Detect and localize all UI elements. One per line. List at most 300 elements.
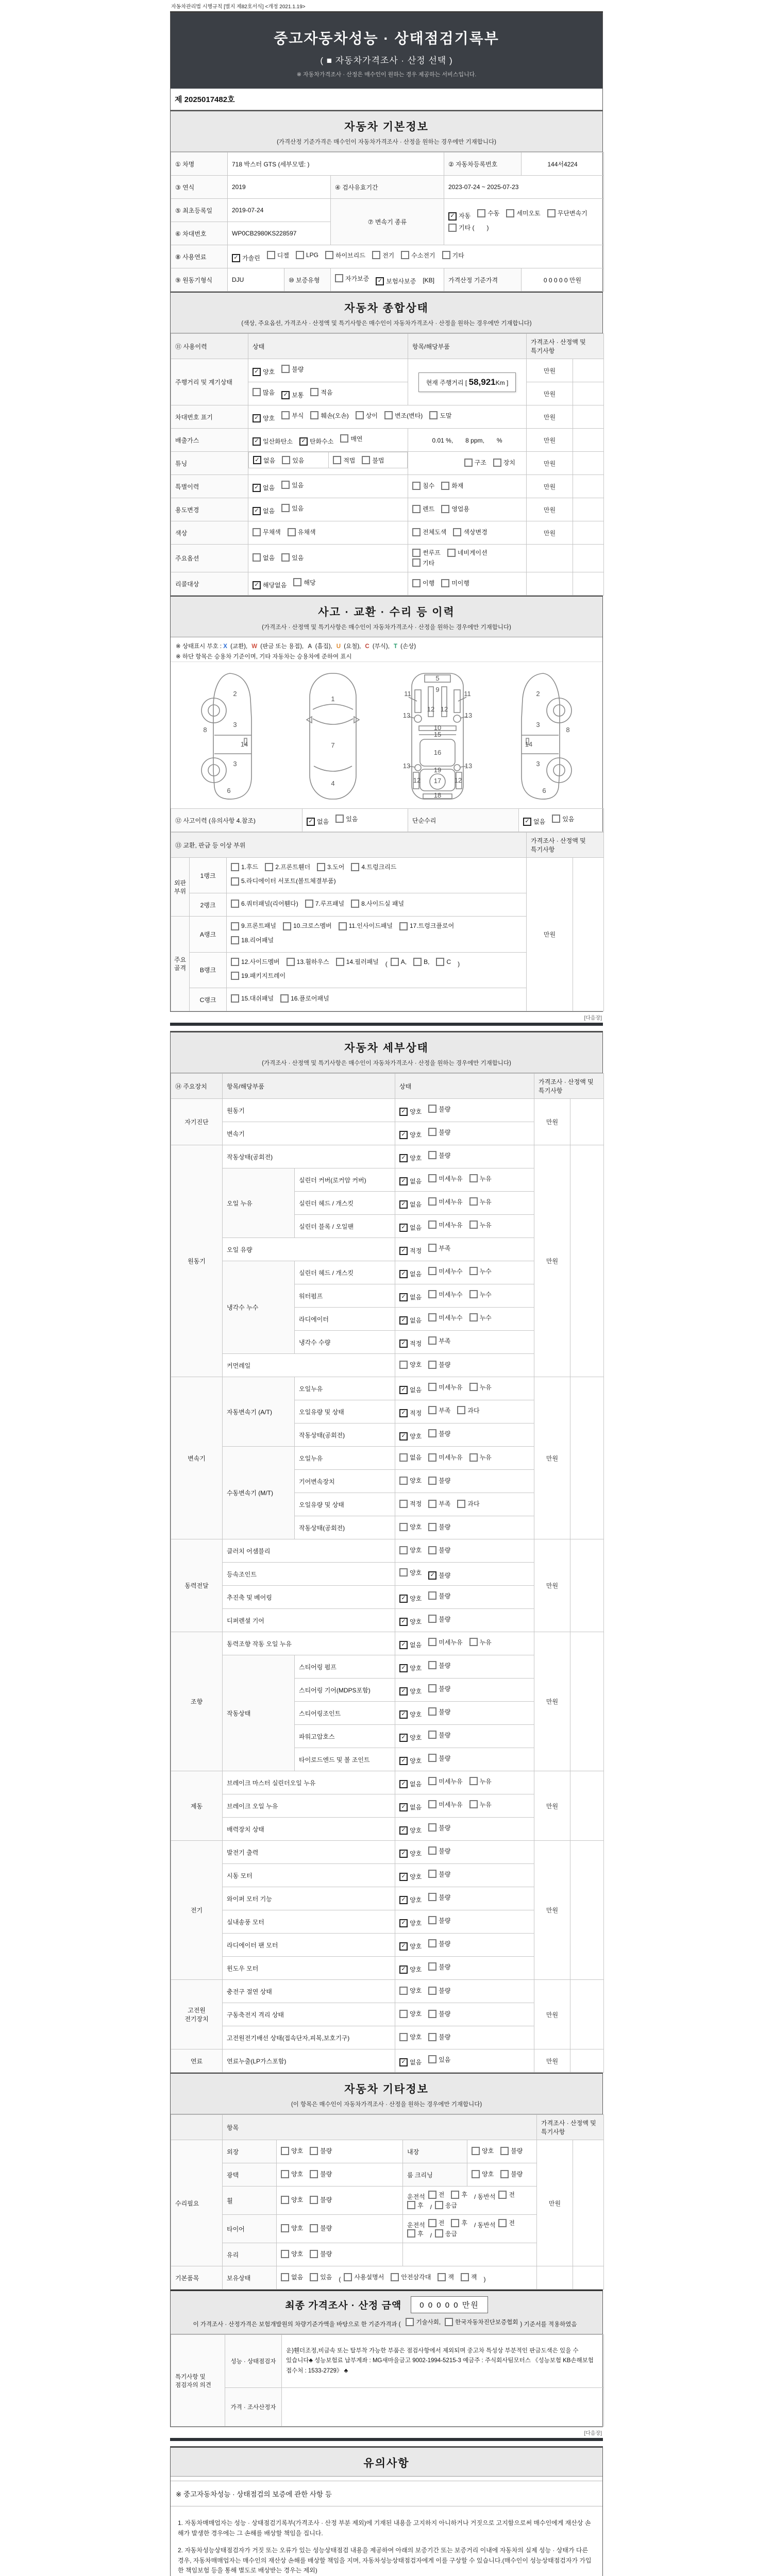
checkbox-icon[interactable] (428, 2191, 436, 2199)
checkbox-icon[interactable] (493, 459, 501, 467)
checkbox-icon[interactable] (344, 2273, 352, 2281)
checkbox-option[interactable] (356, 411, 378, 420)
checkbox-icon[interactable] (310, 2196, 318, 2204)
checkbox-icon[interactable] (547, 209, 556, 217)
checkbox-option[interactable] (399, 1919, 422, 1927)
checkbox-option[interactable] (281, 365, 304, 374)
checkbox-icon[interactable] (428, 2219, 436, 2227)
checkbox-icon[interactable] (231, 900, 239, 908)
checkbox-option[interactable] (399, 1269, 422, 1278)
checkbox-icon[interactable]: ✓ (399, 1780, 408, 1788)
checkbox-icon[interactable] (428, 1591, 436, 1600)
checkbox-icon[interactable] (399, 2010, 408, 2018)
checkbox-option[interactable] (296, 251, 318, 259)
checkbox-option[interactable] (399, 920, 454, 932)
checkbox-icon[interactable] (428, 1174, 436, 1182)
checkbox-icon[interactable] (428, 1128, 436, 1136)
checkbox-icon[interactable] (231, 972, 239, 980)
checkbox-icon[interactable]: ✓ (253, 507, 261, 515)
checkbox-icon[interactable] (552, 815, 560, 823)
checkbox-option[interactable] (498, 2190, 515, 2199)
checkbox-option[interactable] (399, 1499, 422, 1508)
checkbox-icon[interactable] (428, 1754, 436, 1762)
checkbox-option[interactable] (469, 1777, 492, 1786)
checkbox-icon[interactable]: ✓ (307, 818, 315, 826)
checkbox-icon[interactable]: ✓ (399, 1316, 408, 1325)
checkbox-option[interactable] (372, 251, 394, 260)
checkbox-option[interactable] (335, 274, 369, 283)
checkbox-icon[interactable]: ✓ (399, 1224, 408, 1232)
checkbox-option[interactable] (399, 1986, 422, 1995)
checkbox-option[interactable] (547, 208, 587, 219)
checkbox-option[interactable] (412, 528, 446, 536)
checkbox-icon[interactable] (231, 994, 239, 1003)
checkbox-icon[interactable] (428, 1523, 436, 1531)
checkbox-option[interactable] (253, 367, 275, 376)
checkbox-option[interactable] (428, 1916, 450, 1925)
checkbox-option[interactable] (231, 861, 258, 873)
checkbox-icon[interactable] (469, 1800, 478, 1808)
checkbox-option[interactable] (428, 1661, 450, 1670)
checkbox-option[interactable] (317, 861, 344, 873)
checkbox-option[interactable] (469, 1290, 492, 1299)
checkbox-option[interactable] (307, 817, 329, 826)
checkbox-icon[interactable] (428, 1800, 436, 1808)
checkbox-icon[interactable]: ✓ (399, 1896, 408, 1904)
checkbox-icon[interactable] (451, 2191, 459, 2199)
checkbox-option[interactable] (448, 222, 489, 234)
checkbox-icon[interactable] (428, 1244, 436, 1252)
checkbox-option[interactable] (428, 2032, 450, 2041)
checkbox-option[interactable] (281, 481, 304, 489)
checkbox-icon[interactable] (265, 863, 273, 871)
checkbox-option[interactable] (399, 1360, 422, 1369)
checkbox-option[interactable] (280, 993, 329, 1005)
checkbox-option[interactable] (399, 1177, 422, 1185)
checkbox-icon[interactable] (412, 558, 421, 567)
page-nav[interactable] (170, 2427, 603, 2438)
checkbox-option[interactable] (344, 2273, 384, 2281)
checkbox-option[interactable] (399, 1710, 422, 1719)
checkbox-option[interactable] (231, 970, 285, 982)
checkbox-icon[interactable] (428, 1267, 436, 1275)
checkbox-icon[interactable] (399, 1361, 408, 1369)
checkbox-option[interactable] (401, 251, 435, 260)
checkbox-option[interactable] (231, 875, 336, 887)
checkbox-icon[interactable] (506, 209, 514, 217)
checkbox-option[interactable] (428, 1151, 450, 1160)
checkbox-icon[interactable] (428, 2033, 436, 2041)
checkbox-icon[interactable] (281, 2196, 289, 2204)
checkbox-option[interactable] (399, 1640, 422, 1649)
checkbox-option[interactable] (399, 1154, 422, 1162)
checkbox-icon[interactable] (500, 2170, 509, 2178)
checkbox-option[interactable] (399, 1803, 422, 1811)
checkbox-option[interactable] (351, 861, 396, 873)
checkbox-option[interactable] (399, 1942, 422, 1951)
checkbox-icon[interactable] (281, 481, 290, 489)
checkbox-icon[interactable] (447, 549, 456, 557)
checkbox-icon[interactable] (428, 1500, 436, 1508)
checkbox-option[interactable] (498, 2218, 515, 2227)
checkbox-icon[interactable] (445, 2318, 453, 2326)
checkbox-option[interactable] (281, 2195, 303, 2204)
checkbox-option[interactable] (447, 548, 488, 557)
checkbox-option[interactable] (287, 956, 329, 968)
checkbox-icon[interactable] (428, 1846, 436, 1855)
checkbox-icon[interactable] (412, 528, 421, 536)
checkbox-icon[interactable] (231, 922, 239, 930)
checkbox-option[interactable] (428, 1221, 462, 1229)
checkbox-icon[interactable] (428, 1870, 436, 1878)
checkbox-option[interactable] (500, 2146, 523, 2155)
checkbox-icon[interactable] (413, 958, 422, 966)
checkbox-option[interactable] (310, 411, 348, 420)
checkbox-icon[interactable] (469, 1267, 478, 1275)
checkbox-icon[interactable] (428, 2055, 436, 2063)
checkbox-option[interactable] (469, 1174, 492, 1183)
checkbox-icon[interactable] (310, 2250, 318, 2258)
checkbox-option[interactable] (351, 898, 404, 910)
checkbox-option[interactable] (406, 2318, 441, 2326)
checkbox-option[interactable] (281, 2224, 303, 2232)
checkbox-icon[interactable] (231, 863, 239, 871)
checkbox-icon[interactable] (412, 549, 421, 557)
checkbox-icon[interactable] (428, 1313, 436, 1321)
checkbox-option[interactable] (288, 528, 316, 536)
checkbox-icon[interactable] (280, 994, 289, 1003)
checkbox-icon[interactable]: ✓ (253, 368, 261, 376)
checkbox-option[interactable] (428, 1591, 450, 1600)
checkbox-icon[interactable] (428, 1615, 436, 1623)
checkbox-option[interactable] (412, 558, 434, 567)
checkbox-option[interactable] (461, 2273, 477, 2281)
checkbox-option[interactable] (399, 1432, 422, 1440)
checkbox-icon[interactable] (428, 1893, 436, 1901)
checkbox-icon[interactable]: ✓ (281, 391, 290, 399)
checkbox-icon[interactable] (351, 863, 359, 871)
checkbox-option[interactable] (282, 456, 304, 465)
checkbox-option[interactable] (428, 1870, 450, 1878)
page-nav[interactable] (170, 1012, 603, 1023)
checkbox-option[interactable] (428, 1571, 450, 1580)
checkbox-icon[interactable] (305, 900, 313, 908)
checkbox-icon[interactable]: ✓ (253, 437, 261, 446)
checkbox-option[interactable] (340, 434, 362, 443)
checkbox-icon[interactable] (336, 958, 344, 966)
checkbox-option[interactable] (232, 253, 260, 262)
checkbox-icon[interactable] (296, 251, 304, 259)
checkbox-icon[interactable]: ✓ (399, 1687, 408, 1696)
checkbox-icon[interactable] (231, 958, 239, 966)
checkbox-option[interactable] (428, 1754, 450, 1762)
checkbox-option[interactable] (253, 581, 287, 589)
checkbox-option[interactable] (441, 504, 469, 513)
checkbox-icon[interactable] (477, 209, 485, 217)
checkbox-icon[interactable] (310, 2273, 318, 2281)
checkbox-icon[interactable] (281, 2224, 289, 2232)
checkbox-icon[interactable]: ✓ (399, 1710, 408, 1719)
checkbox-option[interactable] (506, 208, 540, 219)
checkbox-option[interactable] (493, 458, 515, 467)
checkbox-option[interactable] (310, 2146, 332, 2155)
checkbox-option[interactable] (441, 579, 469, 587)
checkbox-icon[interactable] (428, 2010, 436, 2018)
checkbox-option[interactable] (469, 1221, 492, 1229)
checkbox-icon[interactable] (310, 388, 318, 396)
checkbox-option[interactable] (391, 956, 407, 968)
checkbox-option[interactable] (428, 1267, 462, 1276)
checkbox-icon[interactable] (267, 251, 275, 259)
checkbox-option[interactable] (399, 1849, 422, 1858)
checkbox-option[interactable] (428, 1893, 450, 1902)
checkbox-icon[interactable]: ✓ (399, 1919, 408, 1927)
checkbox-option[interactable] (399, 1687, 422, 1696)
checkbox-option[interactable] (399, 1965, 422, 1974)
checkbox-icon[interactable] (399, 1987, 408, 1995)
checkbox-option[interactable] (428, 1939, 450, 1948)
checkbox-icon[interactable] (281, 553, 290, 562)
checkbox-icon[interactable] (362, 456, 370, 464)
checkbox-option[interactable] (253, 456, 275, 465)
checkbox-icon[interactable]: ✓ (399, 2058, 408, 2066)
checkbox-option[interactable] (310, 2273, 332, 2281)
checkbox-option[interactable] (412, 481, 434, 490)
checkbox-icon[interactable] (442, 251, 450, 259)
checkbox-icon[interactable] (436, 958, 444, 966)
checkbox-option[interactable] (399, 1664, 422, 1672)
checkbox-icon[interactable] (428, 1197, 436, 1206)
checkbox-icon[interactable] (231, 877, 239, 886)
checkbox-option[interactable] (428, 1731, 450, 1739)
checkbox-icon[interactable] (401, 251, 409, 259)
checkbox-icon[interactable]: ✓ (523, 818, 531, 826)
checkbox-option[interactable] (253, 388, 275, 397)
checkbox-icon[interactable] (428, 1707, 436, 1716)
checkbox-icon[interactable] (281, 504, 290, 512)
checkbox-option[interactable] (438, 2273, 454, 2281)
checkbox-icon[interactable] (399, 1546, 408, 1554)
checkbox-option[interactable] (399, 1895, 422, 1904)
checkbox-icon[interactable] (498, 2191, 507, 2199)
checkbox-option[interactable] (253, 483, 275, 492)
checkbox-icon[interactable]: ✓ (399, 1340, 408, 1348)
checkbox-option[interactable] (399, 1339, 422, 1348)
checkbox-icon[interactable]: ✓ (399, 1247, 408, 1255)
checkbox-icon[interactable] (498, 2219, 507, 2227)
checkbox-icon[interactable] (457, 1406, 465, 1414)
checkbox-icon[interactable] (451, 2219, 459, 2227)
checkbox-option[interactable] (265, 861, 310, 873)
checkbox-icon[interactable]: ✓ (399, 1131, 408, 1139)
checkbox-icon[interactable]: ✓ (399, 1432, 408, 1440)
checkbox-icon[interactable] (441, 505, 449, 513)
checkbox-icon[interactable] (428, 1939, 436, 1947)
checkbox-option[interactable] (399, 1594, 422, 1603)
checkbox-option[interactable] (428, 2218, 445, 2227)
checkbox-option[interactable] (435, 2229, 457, 2238)
checkbox-option[interactable] (293, 578, 315, 587)
checkbox-icon[interactable] (253, 528, 261, 536)
checkbox-option[interactable] (399, 1872, 422, 1881)
checkbox-icon[interactable]: ✓ (399, 1293, 408, 1301)
checkbox-icon[interactable] (448, 224, 457, 232)
checkbox-option[interactable] (428, 1290, 462, 1299)
checkbox-icon[interactable] (407, 2201, 415, 2209)
checkbox-option[interactable] (231, 898, 298, 910)
checkbox-option[interactable] (281, 2170, 303, 2178)
checkbox-option[interactable] (399, 1130, 422, 1139)
checkbox-option[interactable] (428, 1197, 462, 1206)
checkbox-icon[interactable] (428, 1429, 436, 1437)
checkbox-option[interactable] (310, 2224, 332, 2232)
checkbox-icon[interactable] (428, 1987, 436, 1995)
checkbox-option[interactable] (412, 504, 434, 513)
checkbox-option[interactable] (428, 2009, 450, 2018)
checkbox-icon[interactable] (399, 1477, 408, 1485)
checkbox-icon[interactable] (281, 365, 290, 373)
checkbox-icon[interactable] (469, 1383, 478, 1391)
checkbox-option[interactable] (469, 1453, 492, 1462)
checkbox-option[interactable] (399, 1246, 422, 1255)
checkbox-option[interactable] (428, 2190, 445, 2199)
checkbox-icon[interactable] (469, 1174, 478, 1182)
checkbox-icon[interactable] (282, 456, 290, 464)
checkbox-icon[interactable] (472, 2170, 480, 2178)
checkbox-option[interactable] (435, 2201, 457, 2210)
checkbox-option[interactable] (399, 1476, 422, 1485)
checkbox-icon[interactable] (428, 1777, 436, 1785)
checkbox-icon[interactable] (231, 936, 239, 944)
checkbox-icon[interactable]: ✓ (428, 1571, 436, 1580)
checkbox-icon[interactable]: ✓ (399, 1803, 408, 1811)
checkbox-icon[interactable]: ✓ (399, 1386, 408, 1394)
checkbox-icon[interactable] (325, 251, 333, 259)
checkbox-option[interactable] (464, 458, 486, 467)
checkbox-option[interactable] (384, 411, 423, 420)
checkbox-icon[interactable]: ✓ (399, 1942, 408, 1951)
checkbox-option[interactable] (399, 1568, 422, 1577)
checkbox-option[interactable] (428, 1360, 450, 1369)
checkbox-option[interactable] (399, 1756, 422, 1765)
checkbox-icon[interactable] (428, 1221, 436, 1229)
checkbox-icon[interactable] (351, 900, 359, 908)
checkbox-option[interactable] (469, 1313, 492, 1322)
checkbox-icon[interactable] (372, 251, 380, 259)
checkbox-option[interactable] (428, 1244, 450, 1252)
checkbox-icon[interactable]: ✓ (399, 1595, 408, 1603)
checkbox-option[interactable] (407, 2229, 424, 2238)
checkbox-option[interactable] (253, 414, 275, 422)
checkbox-option[interactable] (412, 548, 441, 557)
checkbox-icon[interactable] (469, 1197, 478, 1206)
checkbox-option[interactable] (451, 2190, 467, 2199)
checkbox-option[interactable] (231, 920, 276, 932)
checkbox-option[interactable] (428, 1336, 450, 1345)
checkbox-icon[interactable] (399, 1523, 408, 1531)
checkbox-option[interactable] (451, 2218, 467, 2227)
checkbox-icon[interactable]: ✓ (399, 1757, 408, 1765)
checkbox-icon[interactable] (438, 2273, 446, 2281)
checkbox-icon[interactable] (317, 863, 325, 871)
checkbox-option[interactable] (428, 1453, 462, 1462)
checkbox-icon[interactable] (281, 2273, 289, 2281)
checkbox-icon[interactable] (428, 1731, 436, 1739)
checkbox-icon[interactable] (428, 1477, 436, 1485)
checkbox-option[interactable] (445, 2318, 518, 2326)
checkbox-icon[interactable] (335, 815, 344, 823)
checkbox-icon[interactable] (464, 459, 473, 467)
checkbox-icon[interactable]: ✓ (399, 1965, 408, 1974)
checkbox-option[interactable] (231, 956, 280, 968)
checkbox-icon[interactable] (391, 958, 399, 966)
checkbox-option[interactable] (281, 504, 304, 513)
checkbox-icon[interactable] (412, 482, 421, 490)
checkbox-icon[interactable] (399, 1568, 408, 1577)
checkbox-icon[interactable]: ✓ (399, 1641, 408, 1649)
checkbox-option[interactable] (253, 506, 275, 515)
checkbox-icon[interactable] (469, 1453, 478, 1462)
checkbox-icon[interactable]: ✓ (399, 1873, 408, 1881)
checkbox-option[interactable] (472, 2170, 494, 2178)
checkbox-option[interactable] (523, 817, 545, 826)
checkbox-option[interactable] (310, 2195, 332, 2204)
checkbox-option[interactable] (428, 1823, 450, 1832)
checkbox-icon[interactable] (469, 1221, 478, 1229)
checkbox-option[interactable] (399, 2058, 422, 2066)
checkbox-icon[interactable] (281, 2170, 289, 2178)
checkbox-icon[interactable] (441, 579, 449, 587)
checkbox-icon[interactable] (428, 1290, 436, 1298)
checkbox-option[interactable] (429, 411, 451, 420)
checkbox-option[interactable] (428, 2055, 450, 2064)
checkbox-option[interactable] (253, 437, 293, 446)
checkbox-option[interactable] (399, 1223, 422, 1232)
checkbox-icon[interactable] (469, 1313, 478, 1321)
checkbox-icon[interactable] (428, 1823, 436, 1832)
checkbox-option[interactable] (469, 1267, 492, 1276)
checkbox-option[interactable] (428, 1522, 450, 1531)
checkbox-option[interactable] (428, 1962, 450, 1971)
checkbox-option[interactable] (428, 1546, 450, 1554)
checkbox-option[interactable] (428, 1383, 462, 1392)
checkbox-option[interactable] (477, 208, 499, 219)
checkbox-option[interactable] (253, 528, 281, 536)
checkbox-option[interactable] (441, 481, 463, 490)
checkbox-icon[interactable] (428, 1105, 436, 1113)
checkbox-option[interactable] (442, 251, 464, 260)
checkbox-option[interactable] (399, 2032, 422, 2041)
checkbox-option[interactable] (281, 2273, 303, 2281)
checkbox-option[interactable] (428, 1429, 450, 1438)
checkbox-option[interactable] (310, 388, 332, 397)
checkbox-option[interactable] (399, 1409, 422, 1417)
checkbox-option[interactable] (428, 1313, 462, 1322)
checkbox-icon[interactable] (356, 411, 364, 419)
checkbox-option[interactable] (231, 993, 274, 1005)
checkbox-option[interactable] (469, 1800, 492, 1809)
checkbox-option[interactable] (310, 2170, 332, 2178)
checkbox-icon[interactable]: ✓ (232, 254, 240, 262)
checkbox-option[interactable] (552, 815, 574, 823)
checkbox-icon[interactable] (399, 1500, 408, 1508)
checkbox-option[interactable] (399, 1617, 422, 1626)
checkbox-icon[interactable]: ✓ (253, 581, 261, 589)
checkbox-option[interactable] (335, 815, 358, 823)
checkbox-option[interactable] (500, 2170, 523, 2178)
checkbox-option[interactable] (428, 1105, 450, 1113)
checkbox-icon[interactable] (428, 1546, 436, 1554)
